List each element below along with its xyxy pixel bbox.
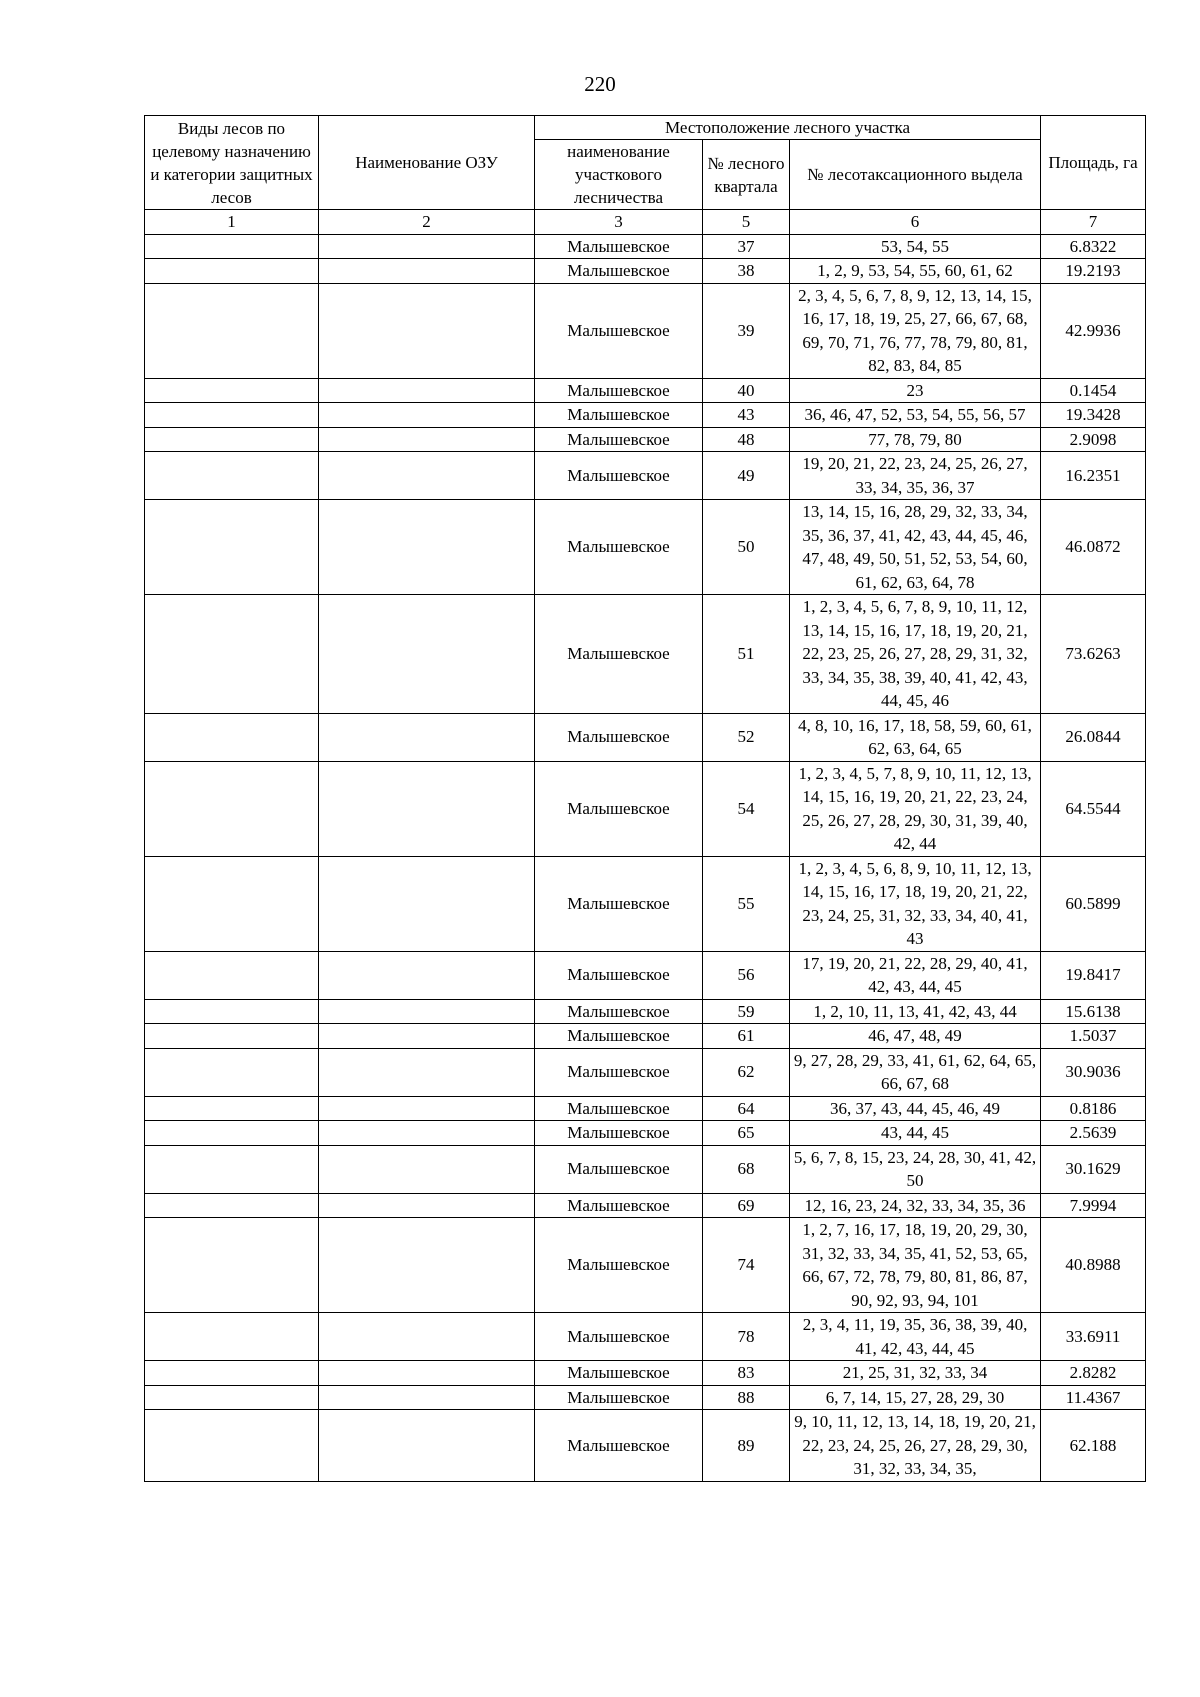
area-cell: 19.3428 [1041, 403, 1146, 428]
quarter-cell: 64 [703, 1096, 790, 1121]
forestry-cell: Малышевское [535, 1048, 703, 1096]
area-cell: 33.6911 [1041, 1313, 1146, 1361]
ozu-name-cell [319, 1218, 535, 1313]
column-number: 6 [790, 210, 1041, 235]
allotments-cell: 77, 78, 79, 80 [790, 427, 1041, 452]
table-row [145, 283, 1146, 378]
forest-type-cell [145, 1048, 319, 1096]
table-row [145, 1121, 1146, 1146]
ozu-name-cell [319, 1145, 535, 1193]
column-number: 1 [145, 210, 319, 235]
header-forest-type: Виды лесов по целевому назначению и категории защитных лесов [145, 116, 319, 210]
header-location: Местоположение лесного участка [535, 116, 1041, 140]
area-cell: 42.9936 [1041, 283, 1146, 378]
quarter-cell: 37 [703, 234, 790, 259]
header-area: Площадь, га [1041, 116, 1146, 210]
quarter-cell: 83 [703, 1361, 790, 1386]
forest-type-cell [145, 283, 319, 378]
allotments-cell: 1, 2, 9, 53, 54, 55, 60, 61, 62 [790, 259, 1041, 284]
forestry-cell: Малышевское [535, 1313, 703, 1361]
ozu-name-cell [319, 1048, 535, 1096]
table-row [145, 713, 1146, 761]
allotments-cell: 36, 37, 43, 44, 45, 46, 49 [790, 1096, 1041, 1121]
forestry-cell: Малышевское [535, 713, 703, 761]
forestry-cell: Малышевское [535, 1121, 703, 1146]
forest-type-cell [145, 259, 319, 284]
column-number: 2 [319, 210, 535, 235]
forestry-cell: Малышевское [535, 999, 703, 1024]
allotments-cell: 1, 2, 10, 11, 13, 41, 42, 43, 44 [790, 999, 1041, 1024]
ozu-name-cell [319, 1096, 535, 1121]
allotments-cell: 9, 10, 11, 12, 13, 14, 18, 19, 20, 21, 22, 23, 24, 25, 26, 27, 28, 29, 30, 31, 32, 33, 34, 35, [790, 1410, 1041, 1482]
forest-type-cell [145, 1313, 319, 1361]
area-cell: 19.8417 [1041, 951, 1146, 999]
area-cell: 11.4367 [1041, 1385, 1146, 1410]
ozu-name-cell [319, 1024, 535, 1049]
allotments-cell: 17, 19, 20, 21, 22, 28, 29, 40, 41, 42, 43, 44, 45 [790, 951, 1041, 999]
area-cell: 7.9994 [1041, 1193, 1146, 1218]
forestry-cell: Малышевское [535, 1361, 703, 1386]
table-row [145, 452, 1146, 500]
table-row [145, 856, 1146, 951]
forest-type-cell [145, 761, 319, 856]
area-cell: 2.9098 [1041, 427, 1146, 452]
area-cell: 26.0844 [1041, 713, 1146, 761]
quarter-cell: 68 [703, 1145, 790, 1193]
forest-type-cell [145, 1218, 319, 1313]
quarter-cell: 50 [703, 500, 790, 595]
forestry-cell: Малышевское [535, 1218, 703, 1313]
quarter-cell: 43 [703, 403, 790, 428]
forestry-cell: Малышевское [535, 378, 703, 403]
forestry-cell: Малышевское [535, 951, 703, 999]
ozu-name-cell [319, 713, 535, 761]
ozu-name-cell [319, 403, 535, 428]
ozu-name-cell [319, 500, 535, 595]
forestry-cell: Малышевское [535, 1145, 703, 1193]
forestry-cell: Малышевское [535, 1385, 703, 1410]
quarter-cell: 55 [703, 856, 790, 951]
allotments-cell: 23 [790, 378, 1041, 403]
table-row [145, 1193, 1146, 1218]
allotments-cell: 46, 47, 48, 49 [790, 1024, 1041, 1049]
table-header [145, 116, 1146, 235]
forest-type-cell [145, 856, 319, 951]
header-quarter-no: № лесного квартала [703, 140, 790, 210]
quarter-cell: 39 [703, 283, 790, 378]
table-row [145, 378, 1146, 403]
forestry-cell: Малышевское [535, 761, 703, 856]
area-cell: 15.6138 [1041, 999, 1146, 1024]
area-cell: 64.5544 [1041, 761, 1146, 856]
ozu-name-cell [319, 259, 535, 284]
forest-type-cell [145, 500, 319, 595]
forest-type-cell [145, 1096, 319, 1121]
forestry-cell: Малышевское [535, 234, 703, 259]
ozu-name-cell [319, 1313, 535, 1361]
allotments-cell: 4, 8, 10, 16, 17, 18, 58, 59, 60, 61, 62, 63, 64, 65 [790, 713, 1041, 761]
ozu-name-cell [319, 1410, 535, 1482]
ozu-name-cell [319, 1193, 535, 1218]
forest-type-cell [145, 713, 319, 761]
allotments-cell: 53, 54, 55 [790, 234, 1041, 259]
area-cell: 30.9036 [1041, 1048, 1146, 1096]
quarter-cell: 51 [703, 595, 790, 714]
ozu-name-cell [319, 427, 535, 452]
column-numbers-row [145, 210, 1146, 235]
table-row [145, 999, 1146, 1024]
forest-type-cell [145, 1193, 319, 1218]
allotments-cell: 1, 2, 7, 16, 17, 18, 19, 20, 29, 30, 31, 32, 33, 34, 35, 41, 52, 53, 65, 66, 67, 72, 78, 79, 80, 81, 86, 87, 90, 92, 93, 94, 101 [790, 1218, 1041, 1313]
allotments-cell: 43, 44, 45 [790, 1121, 1041, 1146]
area-cell: 73.6263 [1041, 595, 1146, 714]
ozu-name-cell [319, 999, 535, 1024]
allotments-cell: 2, 3, 4, 11, 19, 35, 36, 38, 39, 40, 41, 42, 43, 44, 45 [790, 1313, 1041, 1361]
area-cell: 46.0872 [1041, 500, 1146, 595]
allotments-cell: 1, 2, 3, 4, 5, 7, 8, 9, 10, 11, 12, 13, 14, 15, 16, 19, 20, 21, 22, 23, 24, 25, 26, 27, 28, 29, 30, 31, 39, 40, 42, 44 [790, 761, 1041, 856]
forest-type-cell [145, 999, 319, 1024]
table-row [145, 259, 1146, 284]
table-row [145, 761, 1146, 856]
allotments-cell: 1, 2, 3, 4, 5, 6, 8, 9, 10, 11, 12, 13, 14, 15, 16, 17, 18, 19, 20, 21, 22, 23, 24, 25, 31, 32, 33, 34, 40, 41, 43 [790, 856, 1041, 951]
table-row [145, 1218, 1146, 1313]
allotments-cell: 9, 27, 28, 29, 33, 41, 61, 62, 64, 65, 66, 67, 68 [790, 1048, 1041, 1096]
table-row [145, 1313, 1146, 1361]
area-cell: 2.8282 [1041, 1361, 1146, 1386]
allotments-cell: 5, 6, 7, 8, 15, 23, 24, 28, 30, 41, 42, 50 [790, 1145, 1041, 1193]
ozu-name-cell [319, 452, 535, 500]
quarter-cell: 49 [703, 452, 790, 500]
header-forestry-name: наименование участкового лесничества [535, 140, 703, 210]
allotments-cell: 6, 7, 14, 15, 27, 28, 29, 30 [790, 1385, 1041, 1410]
area-cell: 62.188 [1041, 1410, 1146, 1482]
ozu-name-cell [319, 378, 535, 403]
area-cell: 16.2351 [1041, 452, 1146, 500]
header-ozu-name: Наименование ОЗУ [319, 116, 535, 210]
allotments-cell: 36, 46, 47, 52, 53, 54, 55, 56, 57 [790, 403, 1041, 428]
forestry-cell: Малышевское [535, 452, 703, 500]
allotments-cell: 12, 16, 23, 24, 32, 33, 34, 35, 36 [790, 1193, 1041, 1218]
area-cell: 30.1629 [1041, 1145, 1146, 1193]
forest-type-cell [145, 1145, 319, 1193]
quarter-cell: 74 [703, 1218, 790, 1313]
forestry-cell: Малышевское [535, 500, 703, 595]
column-number: 5 [703, 210, 790, 235]
quarter-cell: 59 [703, 999, 790, 1024]
quarter-cell: 69 [703, 1193, 790, 1218]
area-cell: 2.5639 [1041, 1121, 1146, 1146]
quarter-cell: 56 [703, 951, 790, 999]
table-row [145, 951, 1146, 999]
forestry-cell: Малышевское [535, 1096, 703, 1121]
ozu-name-cell [319, 1361, 535, 1386]
table-row [145, 427, 1146, 452]
table-row [145, 500, 1146, 595]
area-cell: 60.5899 [1041, 856, 1146, 951]
forest-type-cell [145, 595, 319, 714]
quarter-cell: 52 [703, 713, 790, 761]
area-cell: 40.8988 [1041, 1218, 1146, 1313]
ozu-name-cell [319, 234, 535, 259]
forestry-cell: Малышевское [535, 259, 703, 284]
table-row [145, 1410, 1146, 1482]
quarter-cell: 65 [703, 1121, 790, 1146]
forestry-cell: Малышевское [535, 403, 703, 428]
ozu-name-cell [319, 595, 535, 714]
allotments-cell: 1, 2, 3, 4, 5, 6, 7, 8, 9, 10, 11, 12, 13, 14, 15, 16, 17, 18, 19, 20, 21, 22, 23, 25, 26, 27, 28, 29, 31, 32, 33, 34, 35, 38, 39, 40, 41, 42, 43, 44, 45, 46 [790, 595, 1041, 714]
quarter-cell: 89 [703, 1410, 790, 1482]
allotments-cell: 13, 14, 15, 16, 28, 29, 32, 33, 34, 35, 36, 37, 41, 42, 43, 44, 45, 46, 47, 48, 49, 50, 51, 52, 53, 54, 60, 61, 62, 63, 64, 78 [790, 500, 1041, 595]
allotments-cell: 21, 25, 31, 32, 33, 34 [790, 1361, 1041, 1386]
ozu-name-cell [319, 1121, 535, 1146]
forest-type-cell [145, 234, 319, 259]
quarter-cell: 62 [703, 1048, 790, 1096]
forest-type-cell [145, 1121, 319, 1146]
table-row [145, 1048, 1146, 1096]
ozu-name-cell [319, 1385, 535, 1410]
forest-plots-table [144, 115, 1146, 1482]
forest-type-cell [145, 378, 319, 403]
quarter-cell: 78 [703, 1313, 790, 1361]
forestry-cell: Малышевское [535, 1193, 703, 1218]
forestry-cell: Малышевское [535, 595, 703, 714]
quarter-cell: 48 [703, 427, 790, 452]
quarter-cell: 88 [703, 1385, 790, 1410]
column-number: 3 [535, 210, 703, 235]
table-row [145, 1024, 1146, 1049]
table-row [145, 234, 1146, 259]
ozu-name-cell [319, 761, 535, 856]
forest-type-cell [145, 1385, 319, 1410]
area-cell: 0.8186 [1041, 1096, 1146, 1121]
forest-type-cell [145, 427, 319, 452]
forestry-cell: Малышевское [535, 856, 703, 951]
allotments-cell: 19, 20, 21, 22, 23, 24, 25, 26, 27, 33, 34, 35, 36, 37 [790, 452, 1041, 500]
ozu-name-cell [319, 856, 535, 951]
forestry-cell: Малышевское [535, 427, 703, 452]
column-number: 7 [1041, 210, 1146, 235]
forest-type-cell [145, 452, 319, 500]
area-cell: 6.8322 [1041, 234, 1146, 259]
page-number: 220 [584, 72, 616, 96]
forest-type-cell [145, 1410, 319, 1482]
quarter-cell: 40 [703, 378, 790, 403]
table-row [145, 1145, 1146, 1193]
quarter-cell: 38 [703, 259, 790, 284]
ozu-name-cell [319, 951, 535, 999]
forestry-cell: Малышевское [535, 1410, 703, 1482]
quarter-cell: 54 [703, 761, 790, 856]
forest-type-cell [145, 951, 319, 999]
forestry-cell: Малышевское [535, 283, 703, 378]
allotments-cell: 2, 3, 4, 5, 6, 7, 8, 9, 12, 13, 14, 15, 16, 17, 18, 19, 25, 27, 66, 67, 68, 69, 70, 71, 76, 77, 78, 79, 80, 81, 82, 83, 84, 85 [790, 283, 1041, 378]
forest-type-cell [145, 1024, 319, 1049]
table-row [145, 403, 1146, 428]
table-row [145, 1385, 1146, 1410]
ozu-name-cell [319, 283, 535, 378]
quarter-cell: 61 [703, 1024, 790, 1049]
area-cell: 19.2193 [1041, 259, 1146, 284]
table-row [145, 1096, 1146, 1121]
header-allotment-no: № лесотаксационного выдела [790, 140, 1041, 210]
table-row [145, 595, 1146, 714]
forest-type-cell [145, 1361, 319, 1386]
table-body [145, 234, 1146, 1481]
table-row [145, 1361, 1146, 1386]
area-cell: 1.5037 [1041, 1024, 1146, 1049]
forestry-cell: Малышевское [535, 1024, 703, 1049]
forest-type-cell [145, 403, 319, 428]
area-cell: 0.1454 [1041, 378, 1146, 403]
